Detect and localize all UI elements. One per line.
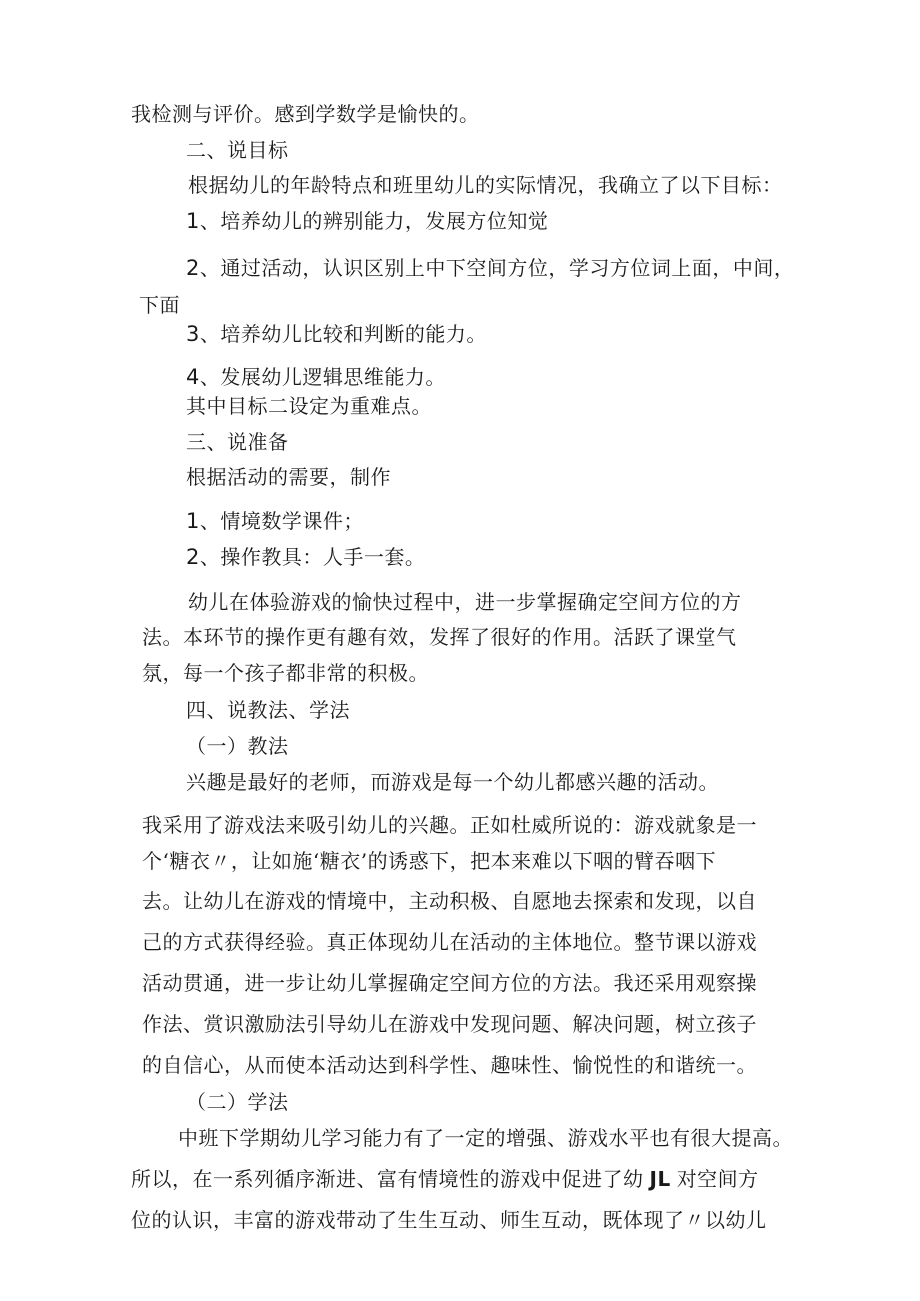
goal-text-4: 、发展幼儿逻辑思维能力。 xyxy=(199,365,446,389)
paragraph-2-line-8: 的自信心，从而使本活动达到科学性、趣味性、愉悦性的和谐统一。 xyxy=(142,1053,757,1077)
goal-number-2: 2 xyxy=(186,256,200,280)
goal-number-4: 4 xyxy=(186,365,200,389)
prep-number-1: 1 xyxy=(186,509,200,533)
prep-item-2 xyxy=(186,544,425,570)
goal-item-4 xyxy=(186,364,446,390)
paragraph-1-line-1: 幼儿在体验游戏的愉快过程中，进一步掌握确定空间方位的方 xyxy=(188,590,742,614)
goal-item-1 xyxy=(186,208,548,234)
paragraph-2-line-6: 活动贯通，进一步让幼儿掌握确定空间方位的方法。我还采用观察操 xyxy=(142,971,757,995)
goal-item-3 xyxy=(186,321,487,347)
prep-text-1: 、情境数学课件； xyxy=(199,509,364,533)
paragraph-2-line-4: 去。让幼儿在游戏的情境中，主动积极、自愿地去探索和发现，以自 xyxy=(142,889,757,913)
text-line-1: 我检测与评价。感到学数学是愉快的。 xyxy=(131,102,480,126)
paragraph-1-line-3: 氛，每一个孩子都非常的积极。 xyxy=(142,661,429,685)
paragraph-1-line-2: 法。本环节的操作更有趣有效，发挥了很好的作用。活跃了课堂气 xyxy=(142,625,737,649)
goal-text-1: 、培养幼儿的辨别能力，发展方位知觉 xyxy=(199,209,549,233)
prep-number-2: 2 xyxy=(186,545,200,569)
text-key-goal: 其中目标二设定为重难点。 xyxy=(186,394,432,418)
goal-item-2-continued: 下面 xyxy=(139,293,180,317)
prep-text-2: 、操作教具：人手一套。 xyxy=(199,545,426,569)
text-line-3: 根据幼儿的年龄特点和班里幼儿的实际情况，我确立了以下目标： xyxy=(188,173,783,197)
goal-item-2 xyxy=(186,255,794,281)
paragraph-2-line-1: 兴趣是最好的老师，而游戏是每一个幼儿都感兴趣的活动。 xyxy=(186,770,719,794)
goal-text-2: 、通过活动，认识区别上中下空间方位，学习方位词上面，中间， xyxy=(199,256,795,280)
paragraph-3-line-2-start: 所以，在一系列循序渐进、富有情境性的游戏中促进了幼 xyxy=(131,1167,644,1191)
section-heading-preparation: 三、说准备 xyxy=(186,430,289,454)
paragraph-3-line-1: 中班下学期幼儿学习能力有了一定的增强、游戏水平也有很大提高。 xyxy=(178,1126,793,1150)
section-heading-goals: 二、说目标 xyxy=(186,138,289,162)
paragraph-2-line-7: 作法、赏识激励法引导幼儿在游戏中发现问题、解决问题，树立孩子 xyxy=(142,1012,757,1036)
text-preparation-intro: 根据活动的需要，制作 xyxy=(186,465,391,489)
paragraph-3-line-3: 位的认识，丰富的游戏带动了生生互动、师生互动，既体现了〃以幼儿 xyxy=(131,1208,767,1232)
subsection-heading-teaching: （一）教法 xyxy=(186,734,289,758)
paragraph-3-line-2 xyxy=(131,1166,759,1192)
goal-number-3: 3 xyxy=(186,322,200,346)
paragraph-2-line-3: 个‘糖衣〃，让如施‘糖衣’的诱惑下，把本来难以下咽的臂吞咽下 xyxy=(142,849,717,873)
paragraph-3-line-2-end: 对空间方 xyxy=(676,1167,759,1191)
subsection-heading-learning: （二）学法 xyxy=(186,1090,289,1114)
goal-text-3: 、培养幼儿比较和判断的能力。 xyxy=(199,322,487,346)
paragraph-2-line-2: 我采用了游戏法来吸引幼儿的兴趣。正如杜威所说的：游戏就象是一 xyxy=(142,813,757,837)
prep-item-1 xyxy=(186,508,364,534)
section-heading-methods: 四、说教法、学法 xyxy=(186,698,350,722)
paragraph-2-line-5: 己的方式获得经验。真正体现幼儿在活动的主体地位。整节课以游戏 xyxy=(142,930,757,954)
goal-number-1: 1 xyxy=(186,209,200,233)
paragraph-3-line-2-glyph: JL xyxy=(649,1167,671,1191)
